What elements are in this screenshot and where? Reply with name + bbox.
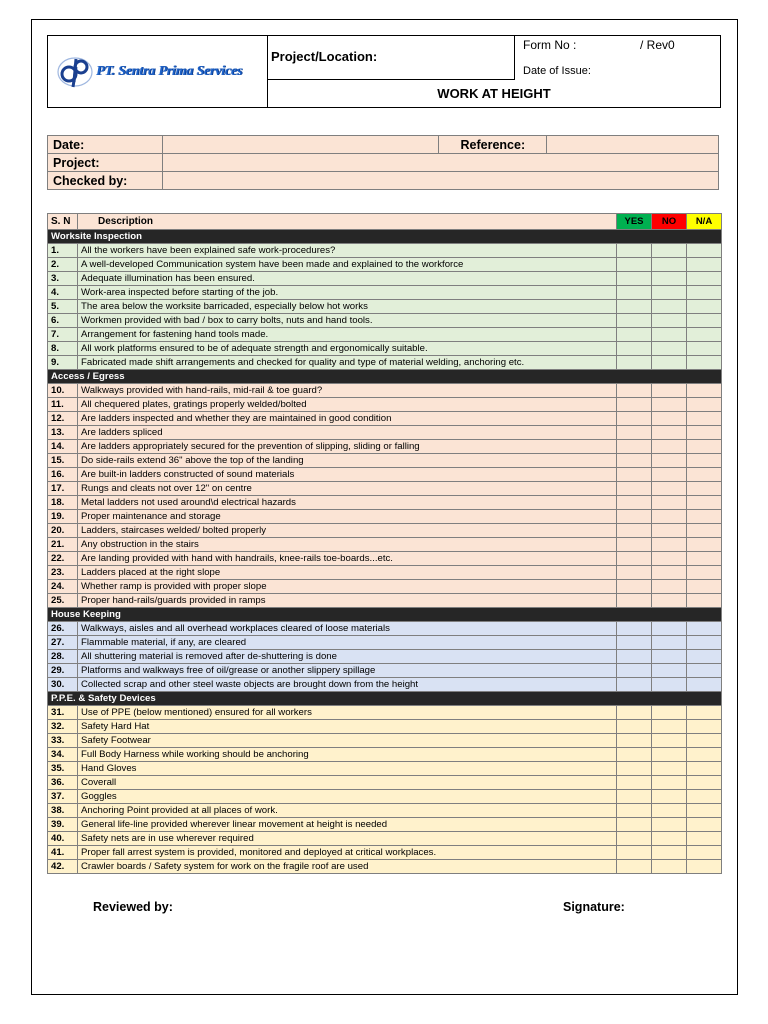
check-cell-na[interactable] — [687, 342, 722, 356]
item-number: 10. — [48, 384, 78, 398]
check-cell-na[interactable] — [687, 244, 722, 258]
check-cell-na[interactable] — [687, 748, 722, 762]
item-number: 22. — [48, 552, 78, 566]
check-cell-na[interactable] — [687, 650, 722, 664]
checklist-row — [48, 552, 722, 566]
item-number: 26. — [48, 622, 78, 636]
check-cell-yes[interactable] — [617, 706, 652, 720]
item-number: 37. — [48, 790, 78, 804]
check-cell-na[interactable] — [687, 454, 722, 468]
check-cell-no[interactable] — [652, 706, 687, 720]
check-cell-yes[interactable] — [617, 538, 652, 552]
item-number: 16. — [48, 468, 78, 482]
section-title: House Keeping — [48, 608, 722, 622]
item-number: 23. — [48, 566, 78, 580]
item-description: Rungs and cleats not over 12" on centre — [78, 482, 617, 496]
item-number: 21. — [48, 538, 78, 552]
check-cell-yes[interactable] — [617, 440, 652, 454]
item-description: Anchoring Point provided at all places of work. — [78, 804, 617, 818]
revision-label: / Rev0 — [640, 38, 675, 52]
item-number: 6. — [48, 314, 78, 328]
item-number: 17. — [48, 482, 78, 496]
check-cell-na[interactable] — [687, 860, 722, 874]
check-cell-no[interactable] — [652, 664, 687, 678]
checklist-row — [48, 440, 722, 454]
checklist-row — [48, 286, 722, 300]
form-number-field — [515, 36, 720, 58]
item-number: 42. — [48, 860, 78, 874]
signature-label: Signature: — [563, 900, 625, 914]
project-field[interactable] — [162, 154, 718, 172]
section-header-row — [48, 230, 722, 244]
check-cell-no[interactable] — [652, 580, 687, 594]
checklist-row — [48, 482, 722, 496]
description-header: Description — [78, 214, 617, 230]
check-cell-yes[interactable] — [617, 328, 652, 342]
item-description: Arrangement for fastening hand tools made. — [78, 328, 617, 342]
checked-by-label: Checked by: — [48, 172, 163, 190]
check-cell-yes[interactable] — [617, 510, 652, 524]
checklist-row — [48, 832, 722, 846]
checklist-row — [48, 496, 722, 510]
check-cell-yes[interactable] — [617, 426, 652, 440]
check-cell-no[interactable] — [652, 496, 687, 510]
item-description: Proper maintenance and storage — [78, 510, 617, 524]
item-number: 11. — [48, 398, 78, 412]
item-number: 33. — [48, 734, 78, 748]
section-header-row — [48, 608, 722, 622]
item-description: Fabricated made shift arrangements and checked for quality and type of material welding, anchoring etc. — [78, 356, 617, 370]
item-description: Are ladders spliced — [78, 426, 617, 440]
check-cell-no[interactable] — [652, 258, 687, 272]
check-cell-no[interactable] — [652, 832, 687, 846]
item-number: 28. — [48, 650, 78, 664]
checklist-row — [48, 468, 722, 482]
check-cell-no[interactable] — [652, 762, 687, 776]
check-cell-na[interactable] — [687, 790, 722, 804]
item-description: Goggles — [78, 790, 617, 804]
check-cell-na[interactable] — [687, 286, 722, 300]
check-cell-na[interactable] — [687, 720, 722, 734]
check-cell-na[interactable] — [687, 272, 722, 286]
check-cell-yes[interactable] — [617, 762, 652, 776]
checklist-row — [48, 762, 722, 776]
item-description: Do side-rails extend 36" above the top of the landing — [78, 454, 617, 468]
date-label: Date: — [48, 136, 163, 154]
checklist-row — [48, 342, 722, 356]
checklist-row — [48, 412, 722, 426]
item-description: Coverall — [78, 776, 617, 790]
check-cell-no[interactable] — [652, 384, 687, 398]
item-number: 8. — [48, 342, 78, 356]
check-cell-na[interactable] — [687, 538, 722, 552]
item-number: 35. — [48, 762, 78, 776]
check-cell-na[interactable] — [687, 846, 722, 860]
item-number: 25. — [48, 594, 78, 608]
item-description: Work-area inspected before starting of the job. — [78, 286, 617, 300]
checklist-row — [48, 244, 722, 258]
item-number: 14. — [48, 440, 78, 454]
item-number: 27. — [48, 636, 78, 650]
check-cell-na[interactable] — [687, 258, 722, 272]
checklist-row — [48, 328, 722, 342]
company-logo — [48, 36, 268, 107]
checklist-row — [48, 258, 722, 272]
check-cell-yes[interactable] — [617, 384, 652, 398]
check-cell-no[interactable] — [652, 482, 687, 496]
checklist-row — [48, 454, 722, 468]
item-description: The area below the worksite barricaded, especially below hot works — [78, 300, 617, 314]
check-cell-yes[interactable] — [617, 776, 652, 790]
check-cell-na[interactable] — [687, 804, 722, 818]
check-cell-na[interactable] — [687, 468, 722, 482]
check-cell-no[interactable] — [652, 300, 687, 314]
item-number: 18. — [48, 496, 78, 510]
check-cell-no[interactable] — [652, 272, 687, 286]
project-label: Project: — [48, 154, 163, 172]
item-description: Metal ladders not used around\d electrical hazards — [78, 496, 617, 510]
checklist-row — [48, 622, 722, 636]
check-cell-no[interactable] — [652, 636, 687, 650]
date-field[interactable] — [162, 136, 438, 154]
check-cell-no[interactable] — [652, 804, 687, 818]
check-cell-no[interactable] — [652, 622, 687, 636]
checklist-row — [48, 398, 722, 412]
check-cell-na[interactable] — [687, 706, 722, 720]
item-number: 31. — [48, 706, 78, 720]
item-number: 13. — [48, 426, 78, 440]
check-cell-no[interactable] — [652, 552, 687, 566]
item-description: Safety Footwear — [78, 734, 617, 748]
check-cell-no[interactable] — [652, 748, 687, 762]
check-cell-yes[interactable] — [617, 804, 652, 818]
check-cell-na[interactable] — [687, 412, 722, 426]
check-cell-yes[interactable] — [617, 636, 652, 650]
checklist-row — [48, 356, 722, 370]
checklist-row — [48, 790, 722, 804]
item-description: Adequate illumination has been ensured. — [78, 272, 617, 286]
checklist-row — [48, 678, 722, 692]
section-title: Access / Egress — [48, 370, 722, 384]
check-cell-no[interactable] — [652, 328, 687, 342]
item-description: Walkways, aisles and all overhead workplaces cleared of loose materials — [78, 622, 617, 636]
check-cell-yes[interactable] — [617, 846, 652, 860]
checklist-row — [48, 650, 722, 664]
yes-header: YES — [617, 214, 652, 230]
check-cell-yes[interactable] — [617, 286, 652, 300]
item-description: Any obstruction in the stairs — [78, 538, 617, 552]
check-cell-yes[interactable] — [617, 244, 652, 258]
checklist-row — [48, 510, 722, 524]
item-number: 41. — [48, 846, 78, 860]
logo-icon — [56, 55, 94, 89]
check-cell-yes[interactable] — [617, 314, 652, 328]
check-cell-no[interactable] — [652, 398, 687, 412]
check-cell-no[interactable] — [652, 538, 687, 552]
check-cell-na[interactable] — [687, 818, 722, 832]
item-number: 32. — [48, 720, 78, 734]
check-cell-no[interactable] — [652, 860, 687, 874]
item-description: Safety Hard Hat — [78, 720, 617, 734]
check-cell-no[interactable] — [652, 566, 687, 580]
item-number: 2. — [48, 258, 78, 272]
check-cell-yes[interactable] — [617, 272, 652, 286]
check-cell-yes[interactable] — [617, 790, 652, 804]
item-number: 24. — [48, 580, 78, 594]
check-cell-yes[interactable] — [617, 258, 652, 272]
check-cell-no[interactable] — [652, 594, 687, 608]
item-description: Full Body Harness while working should be anchoring — [78, 748, 617, 762]
form-title: WORK AT HEIGHT — [437, 86, 551, 101]
item-description: Platforms and walkways free of oil/grease or another slippery spillage — [78, 664, 617, 678]
check-cell-no[interactable] — [652, 790, 687, 804]
item-number: 30. — [48, 678, 78, 692]
checklist-row — [48, 538, 722, 552]
check-cell-no[interactable] — [652, 412, 687, 426]
check-cell-yes[interactable] — [617, 664, 652, 678]
item-description: Whether ramp is provided with proper slope — [78, 580, 617, 594]
check-cell-no[interactable] — [652, 342, 687, 356]
item-number: 36. — [48, 776, 78, 790]
check-cell-no[interactable] — [652, 426, 687, 440]
checklist-row — [48, 636, 722, 650]
check-cell-yes[interactable] — [617, 300, 652, 314]
item-description: Are built-in ladders constructed of sound materials — [78, 468, 617, 482]
check-cell-na[interactable] — [687, 594, 722, 608]
item-number: 39. — [48, 818, 78, 832]
item-description: Flammable material, if any, are cleared — [78, 636, 617, 650]
check-cell-yes[interactable] — [617, 580, 652, 594]
check-cell-na[interactable] — [687, 678, 722, 692]
check-cell-na[interactable] — [687, 566, 722, 580]
check-cell-no[interactable] — [652, 776, 687, 790]
checklist-table — [47, 213, 722, 874]
checklist-row — [48, 734, 722, 748]
item-description: Workmen provided with bad / box to carry bolts, nuts and hand tools. — [78, 314, 617, 328]
check-cell-yes[interactable] — [617, 734, 652, 748]
date-of-issue-label: Date of Issue: — [523, 65, 591, 77]
check-cell-no[interactable] — [652, 678, 687, 692]
company-name: PT. Sentra Prima Services — [96, 63, 243, 79]
check-cell-na[interactable] — [687, 580, 722, 594]
checklist-row — [48, 818, 722, 832]
check-cell-no[interactable] — [652, 468, 687, 482]
item-description: All work platforms ensured to be of adequate strength and ergonomically suitable. — [78, 342, 617, 356]
project-location-label: Project/Location: — [268, 36, 515, 80]
info-table — [47, 135, 719, 190]
check-cell-na[interactable] — [687, 356, 722, 370]
item-number: 4. — [48, 286, 78, 300]
item-description: Collected scrap and other steel waste objects are brought down from the height — [78, 678, 617, 692]
reference-field[interactable] — [547, 136, 719, 154]
checklist-row — [48, 846, 722, 860]
check-cell-na[interactable] — [687, 496, 722, 510]
item-description: Are landing provided with hand with handrails, knee-rails toe-boards...etc. — [78, 552, 617, 566]
check-cell-no[interactable] — [652, 454, 687, 468]
item-number: 40. — [48, 832, 78, 846]
item-description: All chequered plates, gratings properly welded/bolted — [78, 398, 617, 412]
check-cell-na[interactable] — [687, 426, 722, 440]
check-cell-no[interactable] — [652, 650, 687, 664]
check-cell-na[interactable] — [687, 300, 722, 314]
checklist-row — [48, 314, 722, 328]
check-cell-na[interactable] — [687, 384, 722, 398]
item-number: 15. — [48, 454, 78, 468]
check-cell-no[interactable] — [652, 720, 687, 734]
checklist-row — [48, 384, 722, 398]
item-description: Are ladders appropriately secured for the prevention of slipping, sliding or falling — [78, 440, 617, 454]
item-number: 20. — [48, 524, 78, 538]
check-cell-na[interactable] — [687, 552, 722, 566]
sn-header: S. N — [48, 214, 78, 230]
checklist-row — [48, 300, 722, 314]
checklist-row — [48, 594, 722, 608]
check-cell-no[interactable] — [652, 244, 687, 258]
check-cell-no[interactable] — [652, 510, 687, 524]
section-title: Worksite Inspection — [48, 230, 722, 244]
check-cell-no[interactable] — [652, 356, 687, 370]
check-cell-na[interactable] — [687, 440, 722, 454]
check-cell-yes[interactable] — [617, 524, 652, 538]
check-cell-na[interactable] — [687, 776, 722, 790]
check-cell-na[interactable] — [687, 762, 722, 776]
item-number: 1. — [48, 244, 78, 258]
checklist-row — [48, 720, 722, 734]
item-description: Crawler boards / Safety system for work on the fragile roof are used — [78, 860, 617, 874]
checklist-header-row — [48, 214, 722, 230]
check-cell-yes[interactable] — [617, 622, 652, 636]
section-title: P.P.E. & Safety Devices — [48, 692, 722, 706]
check-cell-yes[interactable] — [617, 468, 652, 482]
checked-by-field[interactable] — [162, 172, 718, 190]
reviewed-by-label: Reviewed by: — [93, 900, 173, 914]
check-cell-no[interactable] — [652, 734, 687, 748]
check-cell-yes[interactable] — [617, 650, 652, 664]
checklist-row — [48, 860, 722, 874]
check-cell-na[interactable] — [687, 398, 722, 412]
checklist-row — [48, 804, 722, 818]
check-cell-yes[interactable] — [617, 860, 652, 874]
item-description: Ladders, staircases welded/ bolted properly — [78, 524, 617, 538]
check-cell-yes[interactable] — [617, 748, 652, 762]
item-description: Safety nets are in use wherever required — [78, 832, 617, 846]
item-description: Proper fall arrest system is provided, monitored and deployed at critical workplaces. — [78, 846, 617, 860]
checklist-row — [48, 580, 722, 594]
item-number: 3. — [48, 272, 78, 286]
check-cell-no[interactable] — [652, 818, 687, 832]
checklist-row — [48, 664, 722, 678]
item-number: 12. — [48, 412, 78, 426]
form-header — [47, 35, 721, 108]
check-cell-yes[interactable] — [617, 832, 652, 846]
section-header-row — [48, 370, 722, 384]
check-cell-yes[interactable] — [617, 454, 652, 468]
check-cell-na[interactable] — [687, 328, 722, 342]
check-cell-na[interactable] — [687, 314, 722, 328]
no-header: NO — [652, 214, 687, 230]
checklist-row — [48, 524, 722, 538]
na-header: N/A — [687, 214, 722, 230]
check-cell-yes[interactable] — [617, 496, 652, 510]
check-cell-yes[interactable] — [617, 720, 652, 734]
checklist-row — [48, 706, 722, 720]
check-cell-yes[interactable] — [617, 412, 652, 426]
reference-label: Reference: — [439, 136, 547, 154]
check-cell-yes[interactable] — [617, 398, 652, 412]
check-cell-yes[interactable] — [617, 594, 652, 608]
check-cell-yes[interactable] — [617, 678, 652, 692]
item-description: Ladders placed at the right slope — [78, 566, 617, 580]
check-cell-na[interactable] — [687, 622, 722, 636]
item-description: Walkways provided with hand-rails, mid-rail & toe guard? — [78, 384, 617, 398]
item-description: General life-line provided wherever linear movement at height is needed — [78, 818, 617, 832]
item-description: Proper hand-rails/guards provided in ramps — [78, 594, 617, 608]
check-cell-na[interactable] — [687, 664, 722, 678]
item-number: 9. — [48, 356, 78, 370]
checklist-row — [48, 426, 722, 440]
item-number: 7. — [48, 328, 78, 342]
check-cell-na[interactable] — [687, 524, 722, 538]
check-cell-yes[interactable] — [617, 356, 652, 370]
item-description: All the workers have been explained safe work-procedures? — [78, 244, 617, 258]
form-no-label: Form No : — [523, 38, 577, 52]
check-cell-na[interactable] — [687, 636, 722, 650]
item-description: Hand Gloves — [78, 762, 617, 776]
checklist-row — [48, 272, 722, 286]
item-number: 29. — [48, 664, 78, 678]
check-cell-na[interactable] — [687, 510, 722, 524]
check-cell-na[interactable] — [687, 832, 722, 846]
item-number: 5. — [48, 300, 78, 314]
item-number: 19. — [48, 510, 78, 524]
check-cell-no[interactable] — [652, 846, 687, 860]
section-header-row — [48, 692, 722, 706]
checklist-row — [48, 566, 722, 580]
check-cell-yes[interactable] — [617, 818, 652, 832]
item-number: 38. — [48, 804, 78, 818]
check-cell-yes[interactable] — [617, 482, 652, 496]
checklist-row — [48, 748, 722, 762]
checklist-row — [48, 776, 722, 790]
check-cell-yes[interactable] — [617, 566, 652, 580]
item-description: All shuttering material is removed after de-shuttering is done — [78, 650, 617, 664]
check-cell-no[interactable] — [652, 524, 687, 538]
item-description: A well-developed Communication system have been made and explained to the workforce — [78, 258, 617, 272]
check-cell-na[interactable] — [687, 482, 722, 496]
item-number: 34. — [48, 748, 78, 762]
check-cell-yes[interactable] — [617, 342, 652, 356]
check-cell-na[interactable] — [687, 734, 722, 748]
check-cell-no[interactable] — [652, 440, 687, 454]
item-description: Are ladders inspected and whether they are maintained in good condition — [78, 412, 617, 426]
check-cell-no[interactable] — [652, 314, 687, 328]
check-cell-no[interactable] — [652, 286, 687, 300]
check-cell-yes[interactable] — [617, 552, 652, 566]
item-description: Use of PPE (below mentioned) ensured for all workers — [78, 706, 617, 720]
